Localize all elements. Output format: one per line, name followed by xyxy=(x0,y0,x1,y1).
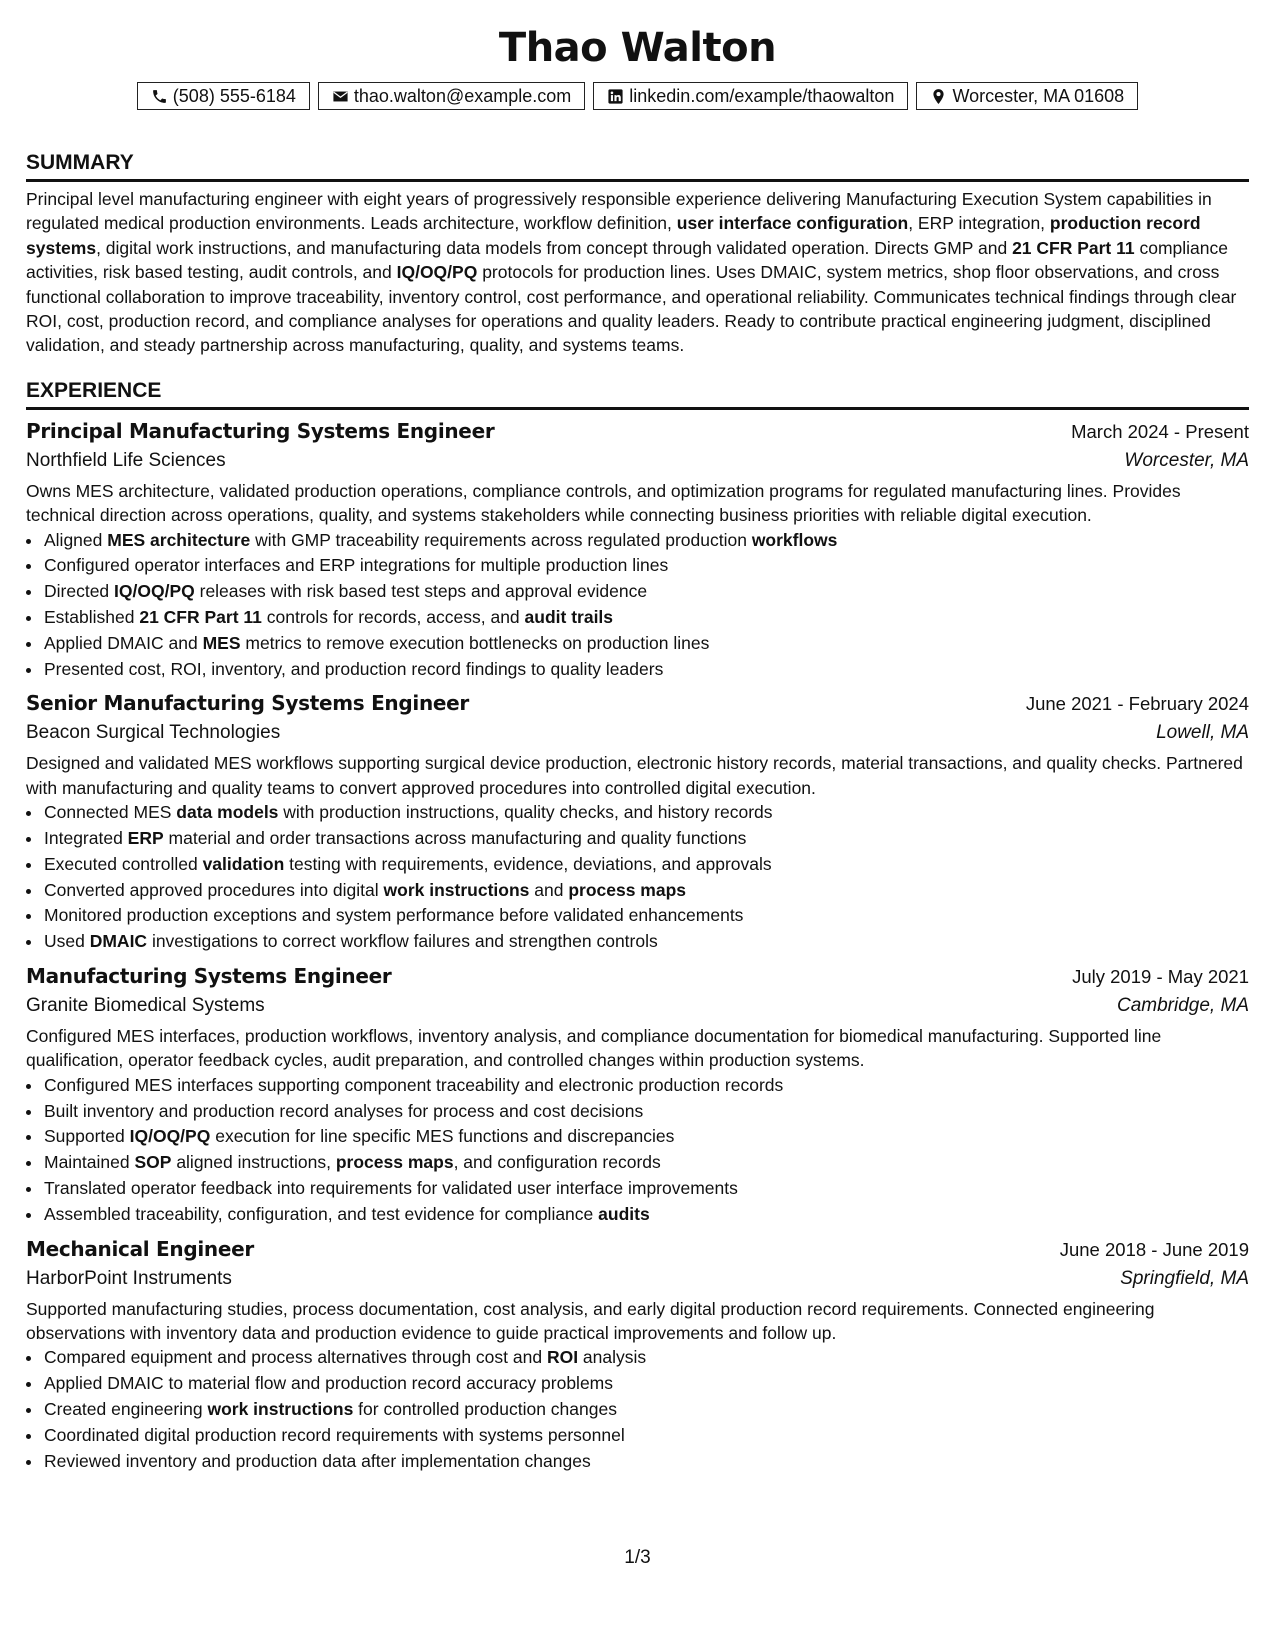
text-run: Configured operator interfaces and ERP integrations for multiple production lines xyxy=(44,555,669,576)
page-number: 1/3 xyxy=(624,1547,651,1568)
experience-list xyxy=(26,416,1249,1475)
text-run: Coordinated digital production record requirements with systems personnel xyxy=(44,1424,625,1445)
summary-paragraph xyxy=(26,187,1249,358)
candidate-name: Thao Walton xyxy=(498,25,777,71)
text-run: for controlled production changes xyxy=(353,1399,617,1420)
bullet-item xyxy=(43,528,1249,554)
emphasis-text: work instructions xyxy=(383,879,530,900)
contact-location[interactable] xyxy=(916,82,1138,110)
company-name: HarborPoint Instruments xyxy=(26,1267,232,1289)
job-bullets xyxy=(26,1073,1249,1228)
job-entry xyxy=(26,961,1249,1228)
email-text: thao.walton@example.com xyxy=(353,85,572,106)
text-run: protocols for production lines. Uses DMAIC, system metrics, shop floor observations, and cross functional collaboration to improve traceability, inventory control, cost performance, and operational reliability. Communicates technical findings through clear ROI, cost, production record, and compliance analyses for operations and quality leaders. Ready to contribute practical engineering judgment, disciplined validation, and steady partnership across manufacturing, quality, and systems teams. xyxy=(26,262,1237,356)
contact-email[interactable] xyxy=(318,82,585,110)
job-location: Springfield, MA xyxy=(1120,1267,1249,1289)
text-run: Configured MES interfaces supporting component traceability and electronic production records xyxy=(44,1074,784,1095)
job-title: Mechanical Engineer xyxy=(26,1236,254,1261)
job-dates: March 2024 - Present xyxy=(1071,420,1249,442)
bullet-item xyxy=(43,1176,1249,1202)
text-run: Integrated xyxy=(44,828,128,849)
text-run: Connected MES xyxy=(44,802,177,823)
job-location: Lowell, MA xyxy=(1156,722,1249,744)
phone-icon xyxy=(151,88,168,105)
envelope-icon xyxy=(332,88,349,105)
text-run: Principal level manufacturing engineer with eight years of progressively responsible experience delivering Manufacturing Execution System capabilities in regulated medical production environments. Leads architecture, workflow definition, xyxy=(26,189,1212,234)
resume-content xyxy=(26,20,1249,1474)
job-description: Designed and validated MES workflows supporting surgical device production, electronic history records, material transactions, and quality checks. Partnered with manufacturing and quality teams to convert approved procedures into controlled digital execution. xyxy=(26,753,1243,798)
bullet-item xyxy=(43,852,1249,878)
emphasis-text: IQ/OQ/PQ xyxy=(396,262,478,283)
job-bullets xyxy=(26,1345,1249,1474)
text-run: controls for records, access, and xyxy=(261,607,525,628)
text-run: Aligned xyxy=(44,529,108,550)
text-run: Applied DMAIC to material flow and production record accuracy problems xyxy=(44,1373,614,1394)
text-run: Reviewed inventory and production data after implementation changes xyxy=(44,1450,591,1471)
bullet-item xyxy=(43,878,1249,904)
job-location: Cambridge, MA xyxy=(1117,995,1249,1017)
text-run: Built inventory and production record analyses for process and cost decisions xyxy=(44,1100,644,1121)
bullet-item xyxy=(43,826,1249,852)
text-run: Created engineering xyxy=(44,1399,208,1420)
job-dates: June 2021 - February 2024 xyxy=(1025,693,1249,715)
experience-heading: EXPERIENCE xyxy=(26,378,1249,410)
text-run: Maintained xyxy=(44,1152,135,1173)
bullet-item xyxy=(43,903,1249,929)
text-run: aligned instructions, xyxy=(171,1152,336,1173)
emphasis-text: ERP xyxy=(127,828,164,849)
bullet-item xyxy=(43,657,1249,683)
emphasis-text: MES architecture xyxy=(107,529,251,550)
text-run: with production instructions, quality checks, and history records xyxy=(278,802,773,823)
text-run: Converted approved procedures into digital xyxy=(44,879,384,900)
company-name: Granite Biomedical Systems xyxy=(26,995,265,1017)
emphasis-text: production record systems xyxy=(26,213,1201,258)
text-run: Executed controlled xyxy=(44,853,203,874)
bullet-item xyxy=(43,553,1249,579)
bullet-item xyxy=(43,1397,1249,1423)
text-run: metrics to remove execution bottlenecks on production lines xyxy=(240,632,710,653)
job-entry xyxy=(26,416,1249,683)
text-run: Established xyxy=(44,607,140,628)
text-run: Presented cost, ROI, inventory, and production record findings to quality leaders xyxy=(44,658,664,679)
emphasis-text: DMAIC xyxy=(89,931,148,952)
bullet-item xyxy=(43,929,1249,955)
emphasis-text: work instructions xyxy=(207,1399,354,1420)
bullet-item xyxy=(43,579,1249,605)
emphasis-text: 21 CFR Part 11 xyxy=(139,607,262,628)
job-location: Worcester, MA xyxy=(1124,449,1249,471)
emphasis-text: IQ/OQ/PQ xyxy=(129,1126,211,1147)
job-title: Manufacturing Systems Engineer xyxy=(26,964,392,989)
text-run: Used xyxy=(44,931,90,952)
emphasis-text: validation xyxy=(202,853,285,874)
job-title: Senior Manufacturing Systems Engineer xyxy=(26,691,469,716)
text-run: compliance activities, risk based testing, audit controls, and xyxy=(26,237,1229,283)
emphasis-text: workflows xyxy=(751,529,838,550)
bullet-item xyxy=(43,1124,1249,1150)
bullet-item xyxy=(43,631,1249,657)
text-run: Assembled traceability, configuration, and test evidence for compliance xyxy=(44,1203,599,1224)
job-bullets xyxy=(26,800,1249,955)
text-run: testing with requirements, evidence, deviations, and approvals xyxy=(284,853,772,874)
emphasis-text: process maps xyxy=(568,879,687,900)
text-run: , and configuration records xyxy=(453,1152,661,1173)
company-name: Beacon Surgical Technologies xyxy=(26,722,281,744)
text-run: Applied DMAIC and xyxy=(44,632,203,653)
text-run: Supported xyxy=(44,1126,130,1147)
linkedin-text: linkedin.com/example/thaowalton xyxy=(629,85,895,106)
bullet-item xyxy=(43,605,1249,631)
text-run: , ERP integration, xyxy=(908,213,1050,234)
emphasis-text: user interface configuration xyxy=(676,213,909,234)
bullet-item xyxy=(43,1371,1249,1397)
emphasis-text: data models xyxy=(176,802,279,823)
text-run: analysis xyxy=(578,1347,647,1368)
emphasis-text: 21 CFR Part 11 xyxy=(1012,237,1135,258)
bullet-item xyxy=(43,1449,1249,1475)
text-run: Compared equipment and process alternatives through cost and xyxy=(44,1347,547,1368)
job-entry xyxy=(26,1234,1249,1475)
contact-phone[interactable] xyxy=(137,82,310,110)
job-description: Supported manufacturing studies, process documentation, cost analysis, and early digital production record requirements. Connected engineering observations with inventory data and production evidence to guide practical improvements and follow up. xyxy=(26,1298,1155,1344)
text-run: Directed xyxy=(44,581,115,602)
map-pin-icon xyxy=(930,88,947,105)
job-entry xyxy=(26,688,1249,955)
text-run: material and order transactions across manufacturing and quality functions xyxy=(163,828,747,849)
location-text: Worcester, MA 01608 xyxy=(952,85,1125,106)
job-description: Owns MES architecture, validated production operations, compliance controls, and optimization programs for regulated manufacturing lines. Provides technical direction across operations, quality, and systems stakeholders while connecting business priorities with reliable digital execution. xyxy=(26,480,1181,526)
text-run: execution for line specific MES functions and discrepancies xyxy=(210,1126,675,1147)
text-run: Monitored production exceptions and system performance before validated enhancements xyxy=(44,905,744,926)
job-title: Principal Manufacturing Systems Engineer xyxy=(26,418,495,443)
contact-linkedin[interactable] xyxy=(593,82,908,110)
text-run: , digital work instructions, and manufacturing data models from concept through validated operation. Directs GMP and xyxy=(96,237,1013,258)
bullet-item xyxy=(43,1073,1249,1099)
summary-heading: SUMMARY xyxy=(26,150,1249,182)
bullet-item xyxy=(43,1345,1249,1371)
text-run: investigations to correct workflow failures and strengthen controls xyxy=(147,931,658,952)
bullet-item xyxy=(43,1150,1249,1176)
text-run: Translated operator feedback into requirements for validated user interface improvements xyxy=(44,1178,738,1199)
job-bullets xyxy=(26,528,1249,683)
job-dates: June 2018 - June 2019 xyxy=(1059,1238,1249,1260)
emphasis-text: audits xyxy=(598,1203,650,1224)
company-name: Northfield Life Sciences xyxy=(26,449,226,471)
bullet-item xyxy=(43,1099,1249,1125)
emphasis-text: MES xyxy=(202,632,241,653)
phone-text: (508) 555-6184 xyxy=(172,85,296,106)
emphasis-text: SOP xyxy=(134,1152,172,1173)
job-description: Configured MES interfaces, production workflows, inventory analysis, and compliance documentation for biomedical manufacturing. Supported line qualification, operator feedback cycles, audit preparation, and controlled changes within production systems. xyxy=(26,1026,1162,1071)
text-run: with GMP traceability requirements across regulated production xyxy=(250,529,752,550)
text-run: releases with risk based test steps and approval evidence xyxy=(194,581,648,602)
bullet-item xyxy=(43,1423,1249,1449)
emphasis-text: ROI xyxy=(546,1347,579,1368)
contact-bar xyxy=(26,82,1249,110)
text-run: and xyxy=(529,879,569,900)
emphasis-text: IQ/OQ/PQ xyxy=(114,581,195,602)
bullet-item xyxy=(43,800,1249,826)
linkedin-icon xyxy=(607,88,624,105)
job-dates: July 2019 - May 2021 xyxy=(1072,966,1249,988)
bullet-item xyxy=(43,1202,1249,1228)
emphasis-text: audit trails xyxy=(524,607,614,628)
emphasis-text: process maps xyxy=(335,1152,454,1173)
